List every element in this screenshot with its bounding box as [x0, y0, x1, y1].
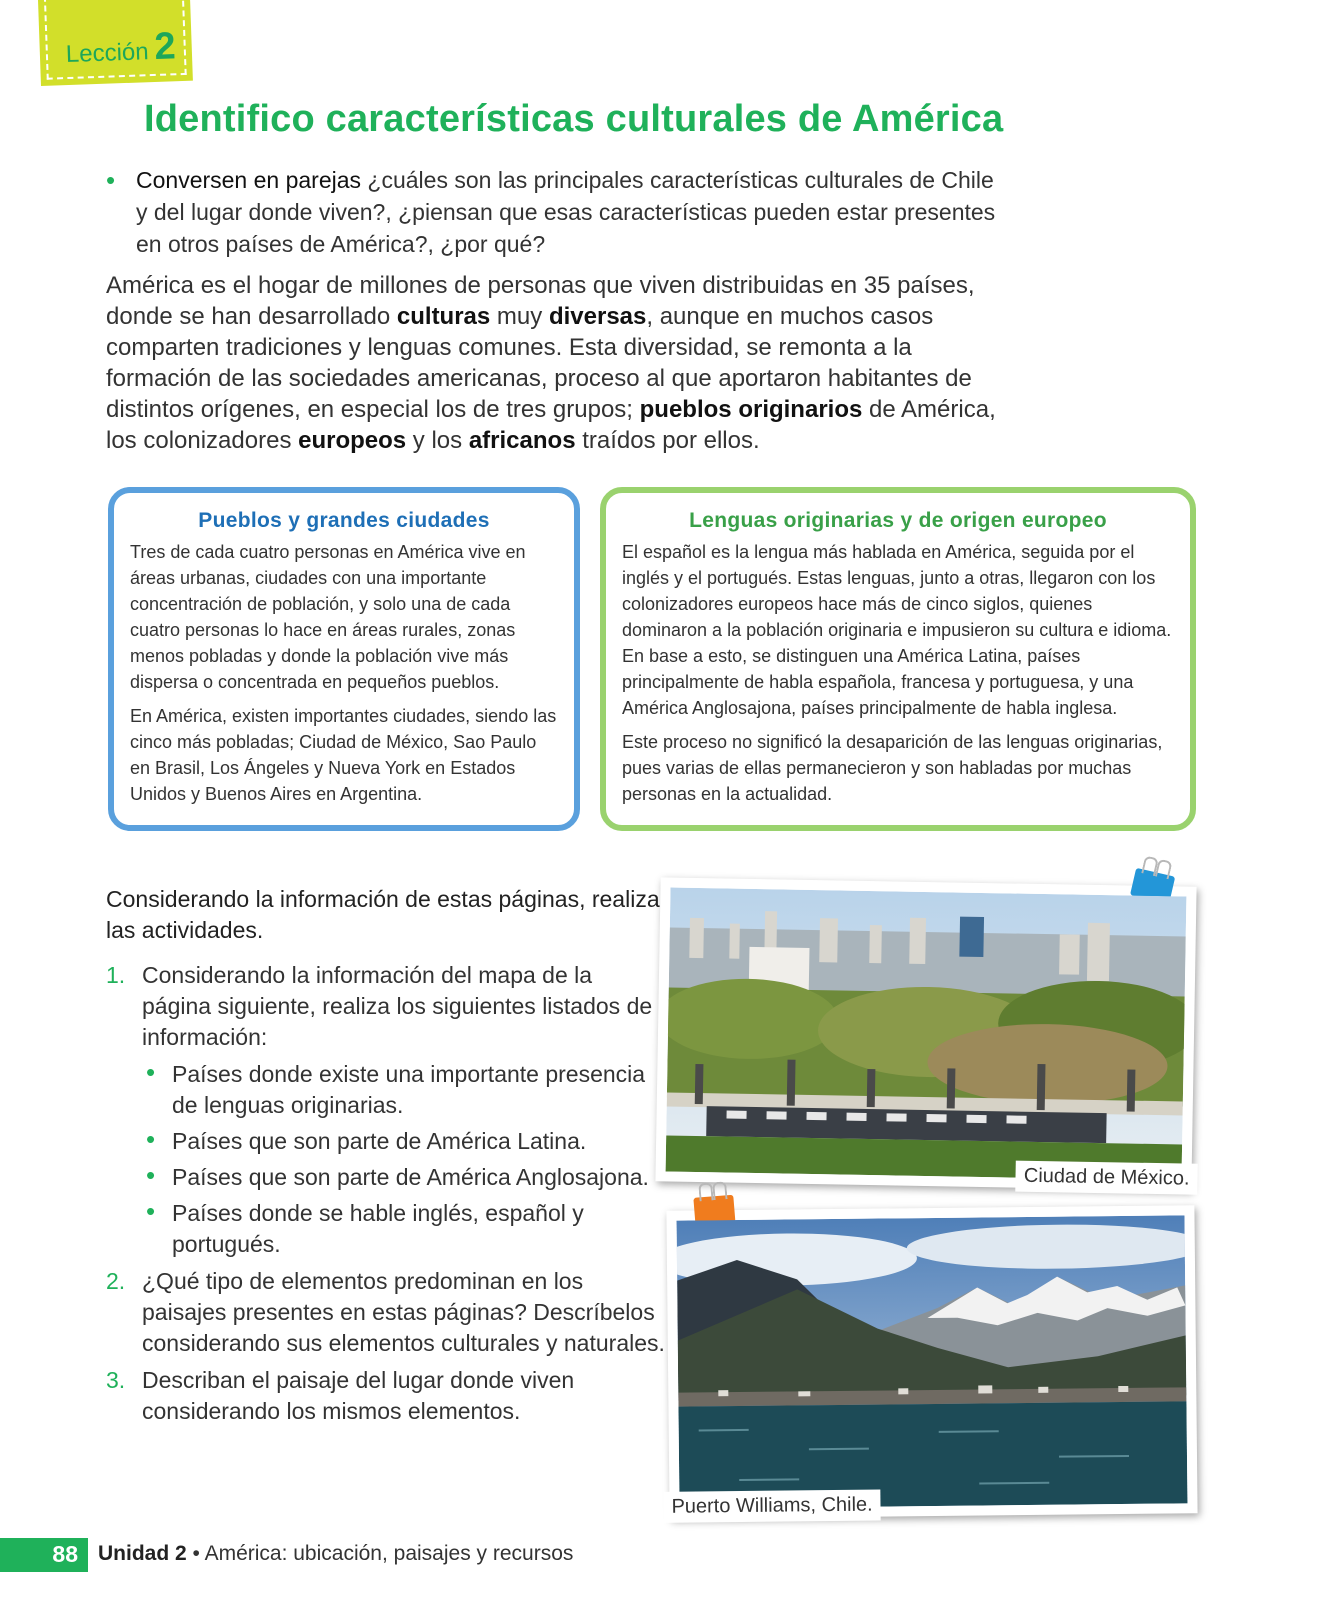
puerto-williams-image	[677, 1215, 1188, 1508]
question-1	[106, 960, 666, 1260]
intro-paragraph: América es el hogar de millones de personas que viven distribuidas en 35 países, donde se han desarrollado culturas muy diversas, aunque en muchos casos comparten tradiciones y lenguas comunes. Esta diversidad, se remonta a la formación de las sociedades americanas, proceso al que aportaron habitantes de distintos orígenes, en especial los de tres grupos; pueblos originarios de América, los colonizadores europeos y los africanos traídos por ellos.	[106, 272, 996, 454]
page-title: Identifico características culturales de América	[144, 98, 1004, 140]
activities-section	[106, 884, 666, 1433]
list-item: • Países que son parte de América Latina.	[142, 1126, 666, 1157]
question-1-list	[142, 1059, 666, 1260]
puerto-williams-photo	[666, 1205, 1197, 1519]
footer-unit-title: Unidad 2 • América: ubicación, paisajes y recursos	[98, 1542, 574, 1565]
question-3	[106, 1365, 666, 1427]
page-number: 88	[0, 1538, 88, 1572]
page-footer	[0, 1538, 574, 1572]
languages-box-paragraph: Este proceso no significó la desaparición de las lenguas originarias, pues varias de ellas permanecieron y son habladas por muchas personas en la actualidad.	[622, 732, 1163, 804]
cities-box-title: Pueblos y grandes ciudades	[198, 509, 490, 532]
cities-box-paragraph: En América, existen importantes ciudades, siendo las cinco más pobladas; Ciudad de México, Sao Paulo en Brasil, Los Ángeles y Nueva York en Estados Unidos y Buenos Aires en Argentina.	[130, 706, 557, 804]
cities-box-paragraph: Tres de cada cuatro personas en América vive en áreas urbanas, ciudades con una importante concentración de población, y solo una de cada cuatro personas lo hace en áreas rurales, zonas menos pobladas y donde la población vive más dispersa o concentrada en pequeños pueblos.	[130, 542, 526, 692]
lesson-tag	[38, 0, 193, 86]
list-item: • Países donde se hable inglés, español y portugués.	[142, 1198, 666, 1260]
puerto-williams-caption: Puerto Williams, Chile.	[663, 1490, 880, 1523]
cities-info-box	[108, 487, 580, 831]
question-number: 3.	[106, 1367, 126, 1393]
mexico-city-image	[666, 888, 1187, 1181]
discussion-prompt	[106, 164, 1006, 260]
languages-info-box	[600, 487, 1196, 831]
question-text: ¿Qué tipo de elementos predominan en los paisajes presentes en estas páginas? Descríbelos considerando sus elementos culturales y naturales.	[142, 1268, 665, 1356]
question-number: 1.	[106, 962, 126, 988]
list-item: • Países que son parte de América Anglosajona.	[142, 1162, 666, 1193]
mexico-city-photo	[655, 877, 1196, 1190]
prompt-lead: Conversen en parejas	[136, 167, 362, 193]
languages-box-paragraph: El español es la lengua más hablada en América, seguida por el inglés y el portugués. Estas lenguas, junto a otras, llegaron con los colonizadores europeos hace más de cinco siglos, quienes dominaron a la población originaria e impusieron su cultura e idioma. En base a esto, se distinguen una América Latina, países principalmente de habla española, francesa y portuguesa, y una América Anglosajona, países principalmente de habla inglesa.	[622, 542, 1172, 718]
question-text: Describan el paisaje del lugar donde viven considerando los mismos elementos.	[142, 1367, 575, 1424]
languages-box-title: Lenguas originarias y de origen europeo	[689, 509, 1107, 532]
mexico-city-caption: Ciudad de México.	[1016, 1161, 1198, 1195]
question-2	[106, 1266, 666, 1359]
question-text: Considerando la información del mapa de la página siguiente, realiza los siguientes listados de información:	[142, 962, 653, 1050]
question-number: 2.	[106, 1268, 126, 1294]
prompt-text: ¿cuáles son las principales características culturales de Chile y del lugar donde viven?, ¿piensan que esas características pueden estar presentes en otros países de América?, ¿por qué?	[136, 167, 996, 257]
list-item: • Países donde existe una importante presencia de lenguas originarias.	[142, 1059, 666, 1121]
bullet-icon: •	[106, 165, 116, 195]
lesson-label: Lección 2	[65, 25, 177, 69]
lesson-number: 2	[153, 25, 177, 68]
activities-intro: Considerando la información de estas páginas, realiza las actividades.	[106, 886, 660, 943]
